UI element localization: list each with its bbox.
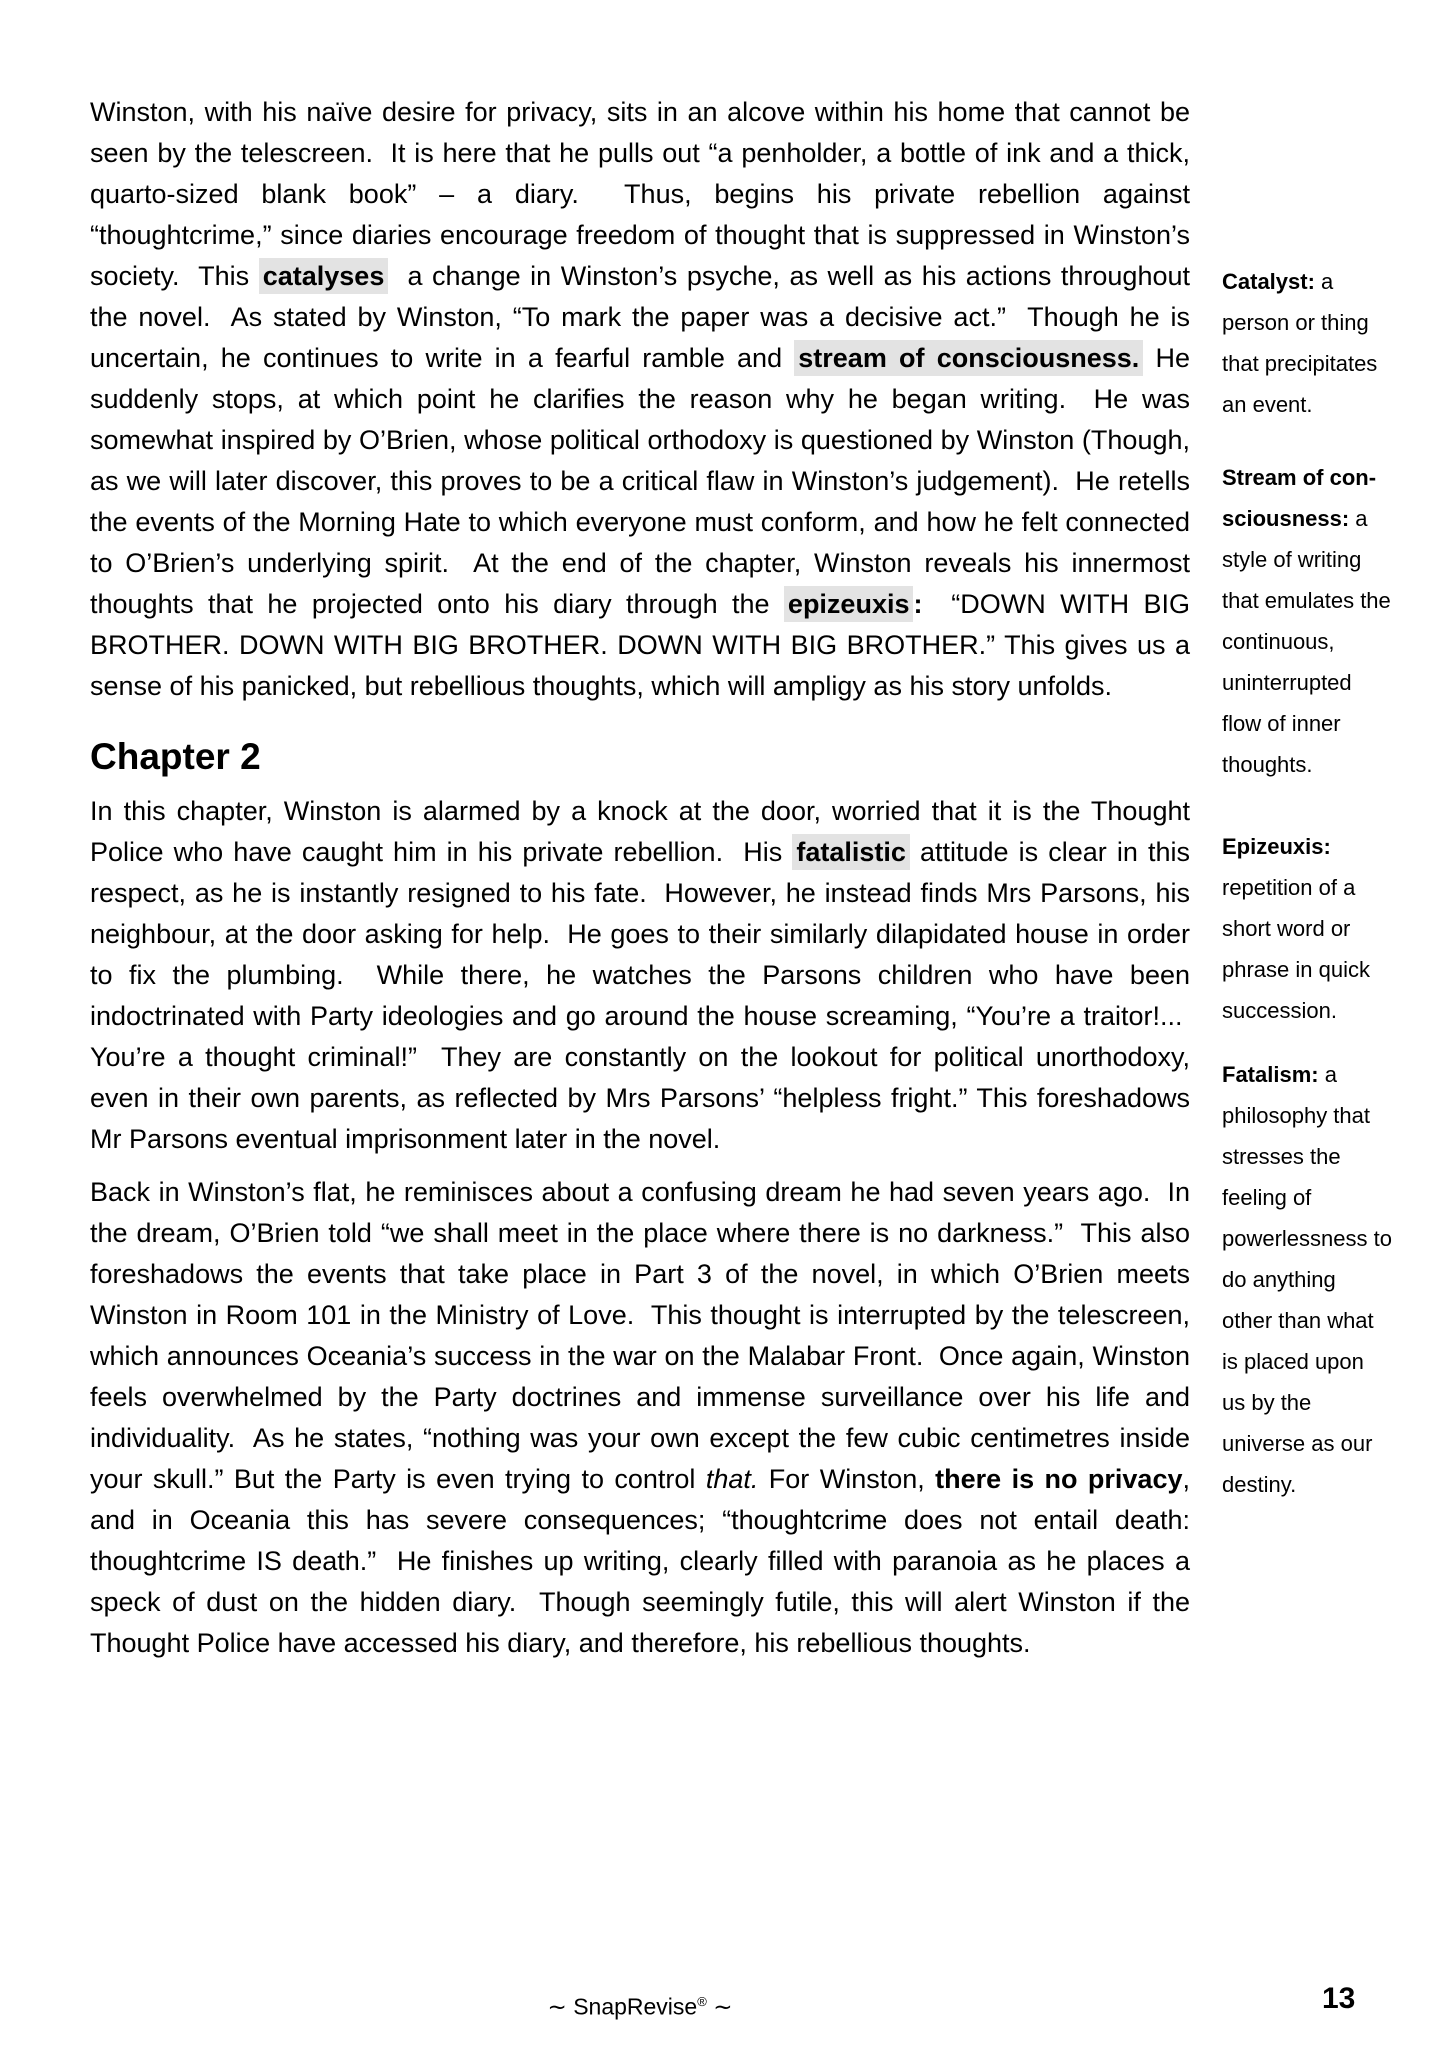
text-run-plain: “DOWN WITH BIG BROTHER. DOWN WITH BIG BROTHER. DOWN WITH BIG BROTHER.” This gives us a sense of his panicked, but rebellious thoughts, which will ampligy as his story unfolds. xyxy=(90,589,1191,701)
text-run-plain: Winston, with his naïve desire for privacy, sits in an alcove within his home that cannot be seen by the telescreen. It is here that he pulls out “a penholder, a bottle of ink and a thick, quarto-sized blank book” – a diary. Thus, begins his private rebellion against “thoughtcrime,” since diaries encourage freedom of thought that is suppressed in Winston’s society. This xyxy=(90,97,1190,291)
text-run-plain: attitude is clear in this respect, as he is instantly resigned to his fate. However, he instead finds Mrs Parsons, his neighbour, at the door asking for help. He goes to their similarly dilapidated house in order to fix the plumbing. While there, he watches the Parsons children who have been indoctrinated with Party ideologies and go around the house screaming, “You’re a traitor!... You’re a thought criminal!” They are constantly on the lookout for political unorthodoxy, even in their own parents, as reflected by Mrs Parsons’ “helpless fright.” This foreshadows Mr Parsons eventual imprisonment later in the novel. xyxy=(90,837,1190,1154)
text-run-hl: catalyses xyxy=(259,258,389,294)
text-run-plain: , and in Oceania this has severe consequences; “thoughtcrime does not entail death: thoughtcrime IS death.” He finishes up writing, clearly filled with paranoia as he places a speck of dust on the hidden diary. Though seemingly futile, this will alert Winston if the Thought Police have accessed his diary, and therefore, his rebellious thoughts. xyxy=(90,1464,1190,1658)
text-run-plain: He suddenly stops, at which point he clarifies the reason why he began writing. He was somewhat inspired by O’Brien, whose political orthodoxy is questioned by Winston (Though, as we will later discover, this proves to be a critical flaw in Winston’s judgement). He retells the events of the Morning Hate to which everyone must conform, and how he felt connected to O’Brien’s underlying spirit. At the end of the chapter, Winston reveals his innermost thoughts that he projected onto his diary through the xyxy=(90,343,1190,619)
main-text-column xyxy=(90,92,1190,1664)
body-paragraph-chapter1-summary xyxy=(90,92,1190,707)
body-paragraph-chapter2-part2 xyxy=(90,1172,1190,1664)
text-run-plain: a style of writing that emulates the continuous, uninterrupted flow of inner thoughts. xyxy=(1222,506,1391,777)
text-run-plain: a person or thing that precipitates an event. xyxy=(1222,269,1378,417)
text-run-italic: that. xyxy=(705,1464,759,1494)
text-run-plain: In this chapter, Winston is alarmed by a knock at the door, worried that it is the Thought Police who have caught him in his private rebellion. His xyxy=(90,796,1190,867)
margin-note-fatalism xyxy=(1222,1054,1392,1505)
text-run-bold: : xyxy=(913,589,923,619)
text-run-plain: a change in Winston’s psyche, as well as his actions throughout the novel. As stated by Winston, “To mark the paper was a decisive act.” Though he is uncertain, he continues to write in a fearful ramble and xyxy=(90,261,1190,373)
brand-name: SnapRevise xyxy=(573,1993,698,2020)
footer-brand xyxy=(90,1988,1190,2021)
text-run-plain: Back in Winston’s flat, he reminisces about a confusing dream he had seven years ago. In the dream, O’Brien told “we shall meet in the place where there is no darkness.” This also foreshadows the events that take place in Part 3 of the novel, in which O’Brien meets Winston in Room 101 in the Ministry of Love. This thought is interrupted by the telescreen, which announces Oceania’s success in the war on the Malabar Front. Once again, Winston feels overwhelmed by the Party doctrines and immense surveillance over his life and individuality. As he states, “nothing was your own except the few cubic centimetres inside your skull.” But the Party is even trying to control xyxy=(90,1177,1190,1494)
margin-note-catalyst xyxy=(1222,261,1392,425)
text-run-hl: stream of consciousness. xyxy=(794,340,1143,376)
chapter-2-heading: Chapter 2 xyxy=(90,736,261,777)
text-run-hl: epizeuxis xyxy=(784,586,914,622)
text-run-plain: repetition of a short word or phrase in quick succession. xyxy=(1222,875,1370,1023)
text-run-plain: a philosophy that stresses the feeling of powerlessness to do anything other than what is placed upon us by the universe as our destiny. xyxy=(1222,1062,1392,1497)
text-run-bold: Epizeuxis: xyxy=(1222,834,1331,859)
brand-tilde-right: ∼ xyxy=(706,1993,733,2020)
text-run-bold: Fatalism: xyxy=(1222,1062,1319,1087)
margin-note-epizeuxis xyxy=(1222,826,1392,1031)
margin-note-stream-of-consciousness xyxy=(1222,457,1392,785)
brand-tilde-left: ∼ xyxy=(547,1993,574,2020)
body-paragraph-chapter2-part1 xyxy=(90,791,1190,1160)
page-number: 13 xyxy=(1322,1982,1356,2015)
text-run-plain: For Winston, xyxy=(758,1464,936,1494)
registered-trademark-symbol: ® xyxy=(697,1994,707,2009)
text-run-hl: fatalistic xyxy=(792,834,910,870)
text-run-bold: there is no privacy xyxy=(935,1464,1183,1494)
text-run-bold: Stream of con-sciousness: xyxy=(1222,465,1377,531)
text-run-bold: Catalyst: xyxy=(1222,269,1315,294)
